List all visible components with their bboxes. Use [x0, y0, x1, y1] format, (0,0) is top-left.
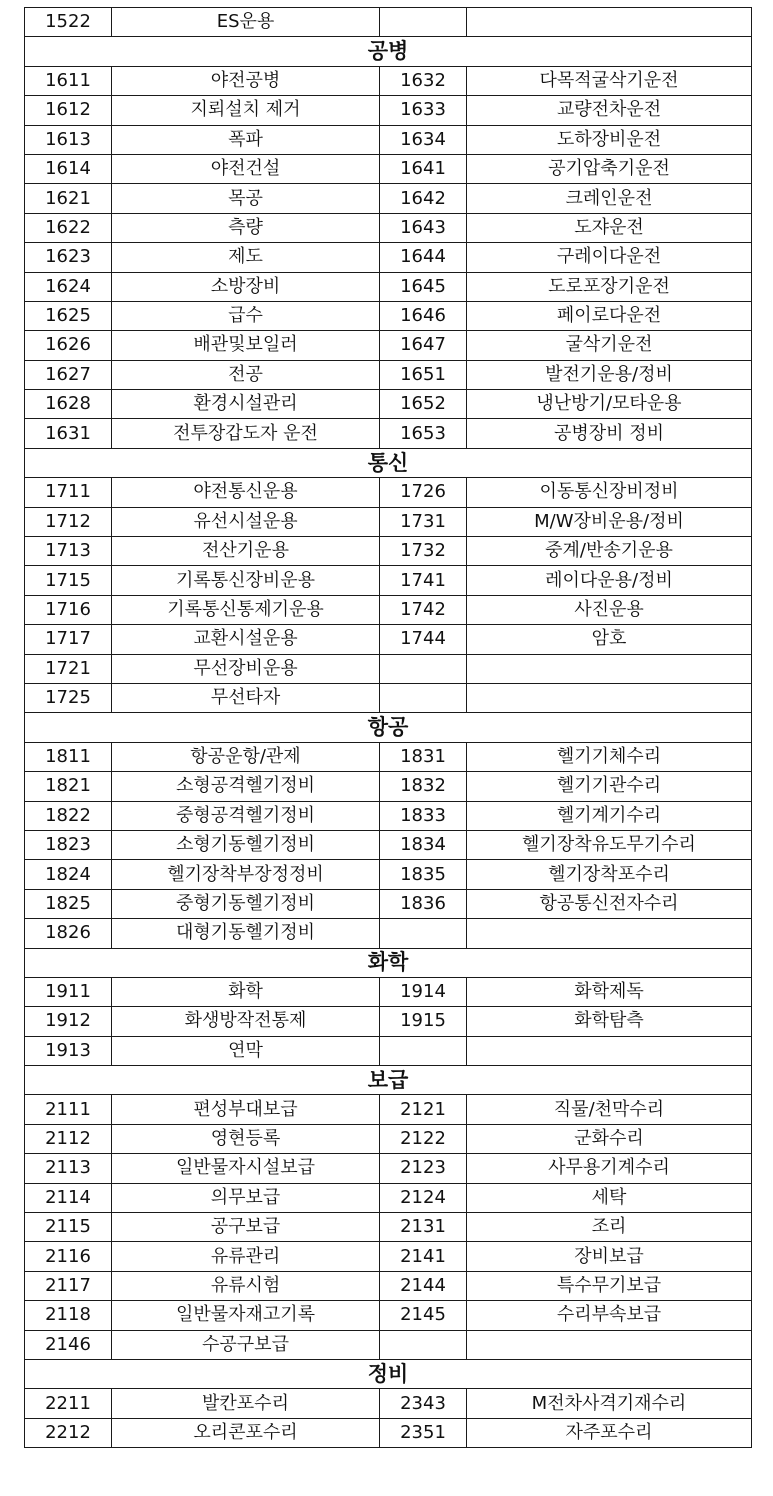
table-row	[25, 1242, 752, 1271]
code-cell: 1912	[25, 1007, 112, 1036]
specialty-name-cell: 지뢰설치 제거	[112, 96, 380, 125]
table-row	[25, 537, 752, 566]
code-cell: 1632	[380, 66, 467, 95]
code-cell: 1825	[25, 889, 112, 918]
specialty-name-cell: 자주포수리	[467, 1418, 752, 1447]
specialty-name-cell: 측량	[112, 213, 380, 242]
specialty-name-cell: 소방장비	[112, 272, 380, 301]
table-row	[25, 1154, 752, 1183]
code-cell: 1631	[25, 419, 112, 448]
specialty-name-cell: 이동통신장비정비	[467, 478, 752, 507]
specialty-name-cell: 유류관리	[112, 1242, 380, 1271]
specialty-name-cell: 세탁	[467, 1183, 752, 1212]
table-row	[25, 1213, 752, 1242]
table-row	[25, 625, 752, 654]
table-row	[25, 331, 752, 360]
specialty-name-cell: M/W장비운용/정비	[467, 507, 752, 536]
specialty-name-cell: 수공구보급	[112, 1330, 380, 1359]
code-cell: 2131	[380, 1213, 467, 1242]
section-title: 화학	[25, 948, 752, 977]
table-row	[25, 801, 752, 830]
code-cell: 1653	[380, 419, 467, 448]
code-cell: 1614	[25, 154, 112, 183]
specialty-name-cell	[467, 1330, 752, 1359]
code-cell: 1836	[380, 889, 467, 918]
code-cell: 1647	[380, 331, 467, 360]
code-cell: 1831	[380, 742, 467, 771]
code-cell: 1833	[380, 801, 467, 830]
specialty-name-cell: 전투장갑도자 운전	[112, 419, 380, 448]
code-cell: 1731	[380, 507, 467, 536]
specialty-name-cell: 헬기계기수리	[467, 801, 752, 830]
section-header-row	[25, 448, 752, 477]
code-cell: 1612	[25, 96, 112, 125]
specialty-name-cell: 야전건설	[112, 154, 380, 183]
table-row	[25, 1271, 752, 1300]
specialty-name-cell: ES운용	[112, 8, 380, 37]
specialty-name-cell: 헬기장착부장정정비	[112, 860, 380, 889]
table-row	[25, 1301, 752, 1330]
code-cell: 1652	[380, 390, 467, 419]
code-cell: 1645	[380, 272, 467, 301]
specialty-name-cell: 페이로다운전	[467, 301, 752, 330]
code-cell: 1644	[380, 243, 467, 272]
code-cell: 1646	[380, 301, 467, 330]
specialty-name-cell: 헬기장착유도무기수리	[467, 830, 752, 859]
specialty-name-cell: 특수무기보급	[467, 1271, 752, 1300]
table-row	[25, 243, 752, 272]
code-cell: 1811	[25, 742, 112, 771]
code-cell: 2116	[25, 1242, 112, 1271]
specialty-name-cell: 암호	[467, 625, 752, 654]
code-cell: 1913	[25, 1036, 112, 1065]
specialty-name-cell: 소형기동헬기정비	[112, 830, 380, 859]
code-cell: 2144	[380, 1271, 467, 1300]
code-cell: 2111	[25, 1095, 112, 1124]
specialty-name-cell: 목공	[112, 184, 380, 213]
code-cell: 1642	[380, 184, 467, 213]
code-cell: 2146	[25, 1330, 112, 1359]
specialty-name-cell: 항공운항/관제	[112, 742, 380, 771]
code-cell: 2141	[380, 1242, 467, 1271]
code-cell: 1717	[25, 625, 112, 654]
code-cell: 1711	[25, 478, 112, 507]
table-row	[25, 66, 752, 95]
code-cell: 2145	[380, 1301, 467, 1330]
code-cell: 1911	[25, 977, 112, 1006]
specialty-name-cell: 사무용기계수리	[467, 1154, 752, 1183]
specialty-name-cell	[467, 654, 752, 683]
specialty-name-cell: 조리	[467, 1213, 752, 1242]
code-cell: 1834	[380, 830, 467, 859]
code-cell: 2351	[380, 1418, 467, 1447]
code-cell: 2211	[25, 1389, 112, 1418]
specialty-name-cell: 제도	[112, 243, 380, 272]
table-row	[25, 154, 752, 183]
code-cell	[380, 1036, 467, 1065]
code-cell: 1821	[25, 772, 112, 801]
specialty-name-cell: 직물/천막수리	[467, 1095, 752, 1124]
table-row	[25, 390, 752, 419]
code-cell: 1744	[380, 625, 467, 654]
code-cell: 1914	[380, 977, 467, 1006]
code-cell: 1824	[25, 860, 112, 889]
specialty-name-cell: 크레인운전	[467, 184, 752, 213]
specialty-name-cell: 폭파	[112, 125, 380, 154]
specialty-name-cell: 화학제독	[467, 977, 752, 1006]
code-cell: 1621	[25, 184, 112, 213]
specialty-name-cell: 중계/반송기운용	[467, 537, 752, 566]
specialty-name-cell: 공구보급	[112, 1213, 380, 1242]
code-cell: 1741	[380, 566, 467, 595]
code-cell: 1613	[25, 125, 112, 154]
specialty-name-cell: 사진운용	[467, 595, 752, 624]
code-cell: 1915	[380, 1007, 467, 1036]
code-cell: 2115	[25, 1213, 112, 1242]
code-cell: 1625	[25, 301, 112, 330]
specialty-name-cell: 도하장비운전	[467, 125, 752, 154]
specialty-name-cell: 화생방작전통제	[112, 1007, 380, 1036]
specialty-name-cell	[467, 919, 752, 948]
specialty-name-cell: 소형공격헬기정비	[112, 772, 380, 801]
table-row	[25, 1418, 752, 1447]
specialty-name-cell: 군화수리	[467, 1124, 752, 1153]
table-row	[25, 889, 752, 918]
code-cell: 2112	[25, 1124, 112, 1153]
table-row	[25, 919, 752, 948]
code-cell: 1633	[380, 96, 467, 125]
table-row	[25, 683, 752, 712]
specialty-name-cell: 전산기운용	[112, 537, 380, 566]
code-cell: 1522	[25, 8, 112, 37]
code-cell: 1624	[25, 272, 112, 301]
specialty-name-cell: 기록통신장비운용	[112, 566, 380, 595]
table-row	[25, 654, 752, 683]
table-row	[25, 419, 752, 448]
specialty-name-cell: 화학탐측	[467, 1007, 752, 1036]
code-cell: 2212	[25, 1418, 112, 1447]
specialty-name-cell: 야전공병	[112, 66, 380, 95]
section-header-row	[25, 713, 752, 742]
table-row	[25, 772, 752, 801]
specialty-name-cell: 레이다운용/정비	[467, 566, 752, 595]
table-row	[25, 566, 752, 595]
table-row	[25, 360, 752, 389]
specialty-name-cell: 무선장비운용	[112, 654, 380, 683]
specialty-name-cell: 구레이다운전	[467, 243, 752, 272]
specialty-name-cell: 야전통신운용	[112, 478, 380, 507]
code-cell: 1626	[25, 331, 112, 360]
table-row	[25, 96, 752, 125]
code-cell: 1823	[25, 830, 112, 859]
table-row	[25, 1330, 752, 1359]
code-cell: 1832	[380, 772, 467, 801]
code-cell	[380, 654, 467, 683]
specialty-name-cell: 의무보급	[112, 1183, 380, 1212]
section-header-row	[25, 1359, 752, 1388]
specialty-name-cell: 배관및보일러	[112, 331, 380, 360]
code-cell: 2122	[380, 1124, 467, 1153]
table-row	[25, 977, 752, 1006]
table-row	[25, 595, 752, 624]
code-cell: 2117	[25, 1271, 112, 1300]
code-cell: 1627	[25, 360, 112, 389]
table-row	[25, 478, 752, 507]
table-row	[25, 1095, 752, 1124]
code-cell: 1628	[25, 390, 112, 419]
section-header-row	[25, 948, 752, 977]
specialty-name-cell: 발칸포수리	[112, 1389, 380, 1418]
table-row	[25, 125, 752, 154]
table-row	[25, 1036, 752, 1065]
table-row	[25, 8, 752, 37]
specialty-name-cell: 중형기동헬기정비	[112, 889, 380, 918]
table-row	[25, 1124, 752, 1153]
specialty-name-cell: 수리부속보급	[467, 1301, 752, 1330]
specialty-name-cell: 다목적굴삭기운전	[467, 66, 752, 95]
code-cell	[380, 919, 467, 948]
section-header-row	[25, 37, 752, 66]
code-cell: 1651	[380, 360, 467, 389]
specialty-name-cell: 일반물자재고기록	[112, 1301, 380, 1330]
specialty-name-cell: 영현등록	[112, 1124, 380, 1153]
code-cell: 1835	[380, 860, 467, 889]
specialty-name-cell: 유선시설운용	[112, 507, 380, 536]
specialty-name-cell: 무선타자	[112, 683, 380, 712]
specialty-name-cell: 헬기기체수리	[467, 742, 752, 771]
specialty-name-cell: 장비보급	[467, 1242, 752, 1271]
code-cell: 1641	[380, 154, 467, 183]
specialty-name-cell: 중형공격헬기정비	[112, 801, 380, 830]
code-cell: 2121	[380, 1095, 467, 1124]
code-cell: 1725	[25, 683, 112, 712]
table-row	[25, 1389, 752, 1418]
specialty-name-cell	[467, 8, 752, 37]
specialty-name-cell: 교환시설운용	[112, 625, 380, 654]
section-title: 통신	[25, 448, 752, 477]
code-cell: 2118	[25, 1301, 112, 1330]
section-title: 정비	[25, 1359, 752, 1388]
code-cell: 1712	[25, 507, 112, 536]
code-cell: 1715	[25, 566, 112, 595]
code-cell	[380, 683, 467, 712]
specialty-name-cell: 일반물자시설보급	[112, 1154, 380, 1183]
code-cell: 2113	[25, 1154, 112, 1183]
code-cell: 1721	[25, 654, 112, 683]
section-header-row	[25, 1066, 752, 1095]
specialty-name-cell: 굴삭기운전	[467, 331, 752, 360]
code-cell: 2343	[380, 1389, 467, 1418]
code-cell: 1634	[380, 125, 467, 154]
specialty-name-cell: 오리콘포수리	[112, 1418, 380, 1447]
specialty-name-cell: 발전기운용/정비	[467, 360, 752, 389]
table-row	[25, 213, 752, 242]
table-row	[25, 742, 752, 771]
code-cell: 1623	[25, 243, 112, 272]
table-row	[25, 272, 752, 301]
specialty-code-table	[24, 7, 752, 1448]
code-cell: 1826	[25, 919, 112, 948]
specialty-name-cell: 교량전차운전	[467, 96, 752, 125]
code-cell: 1643	[380, 213, 467, 242]
specialty-name-cell: 연막	[112, 1036, 380, 1065]
code-cell: 1622	[25, 213, 112, 242]
specialty-name-cell: M전차사격기재수리	[467, 1389, 752, 1418]
code-cell: 1742	[380, 595, 467, 624]
specialty-name-cell: 공기압축기운전	[467, 154, 752, 183]
specialty-name-cell: 기록통신통제기운용	[112, 595, 380, 624]
code-cell: 1726	[380, 478, 467, 507]
specialty-name-cell: 헬기기관수리	[467, 772, 752, 801]
code-cell: 1611	[25, 66, 112, 95]
table-row	[25, 1007, 752, 1036]
specialty-name-cell: 공병장비 정비	[467, 419, 752, 448]
section-title: 항공	[25, 713, 752, 742]
table-row	[25, 1183, 752, 1212]
code-cell	[380, 8, 467, 37]
specialty-name-cell: 대형기동헬기정비	[112, 919, 380, 948]
specialty-name-cell: 급수	[112, 301, 380, 330]
specialty-name-cell: 화학	[112, 977, 380, 1006]
specialty-name-cell: 도쟈운전	[467, 213, 752, 242]
table-body	[25, 8, 752, 1448]
table-row	[25, 830, 752, 859]
code-cell: 2123	[380, 1154, 467, 1183]
specialty-name-cell: 도로포장기운전	[467, 272, 752, 301]
specialty-name-cell: 헬기장착포수리	[467, 860, 752, 889]
specialty-name-cell	[467, 1036, 752, 1065]
code-cell	[380, 1330, 467, 1359]
specialty-name-cell: 유류시험	[112, 1271, 380, 1300]
specialty-name-cell	[467, 683, 752, 712]
code-cell: 1716	[25, 595, 112, 624]
specialty-name-cell: 환경시설관리	[112, 390, 380, 419]
specialty-name-cell: 편성부대보급	[112, 1095, 380, 1124]
table-row	[25, 507, 752, 536]
code-cell: 1822	[25, 801, 112, 830]
section-title: 공병	[25, 37, 752, 66]
code-cell: 2124	[380, 1183, 467, 1212]
code-cell: 2114	[25, 1183, 112, 1212]
table-row	[25, 184, 752, 213]
specialty-name-cell: 항공통신전자수리	[467, 889, 752, 918]
specialty-name-cell: 전공	[112, 360, 380, 389]
code-cell: 1713	[25, 537, 112, 566]
specialty-name-cell: 냉난방기/모타운용	[467, 390, 752, 419]
code-cell: 1732	[380, 537, 467, 566]
table-row	[25, 301, 752, 330]
section-title: 보급	[25, 1066, 752, 1095]
table-row	[25, 860, 752, 889]
